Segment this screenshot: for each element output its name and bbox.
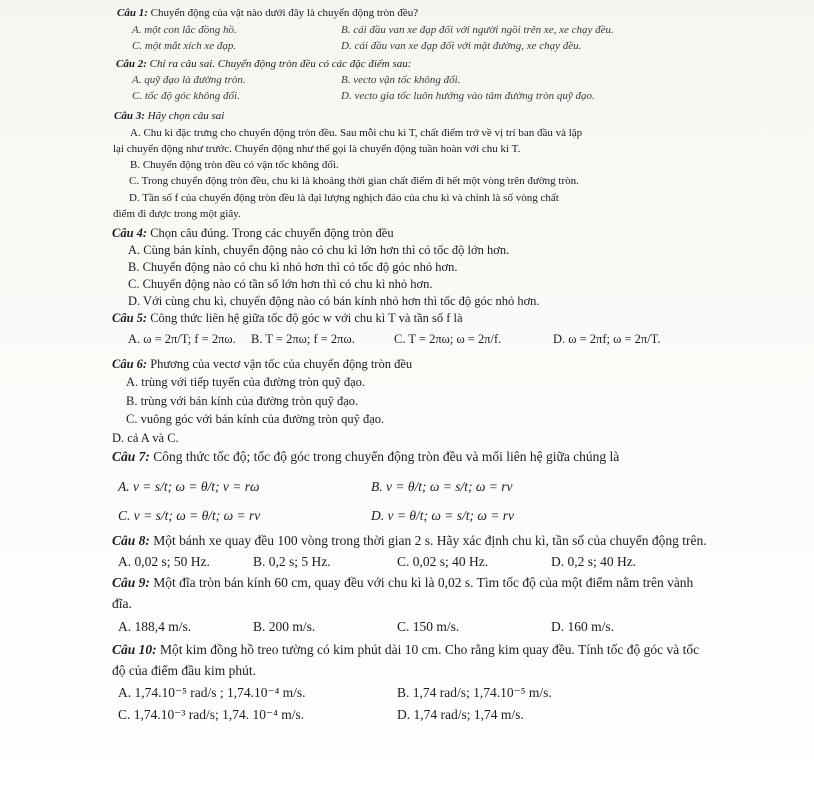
- question-3-option-a-line1: A. Chu kì đặc trưng cho chuyển động tròn đều. Sau mỗi chu kì T, chất điểm trở về vị trí ban đầu và lặp: [130, 127, 583, 139]
- question-4-option-a: A. Cùng bán kính, chuyển động nào có chu kì lớn hơn thì có tốc độ lớn hơn.: [128, 243, 510, 257]
- question-9-text: Một đĩa tròn bán kính 60 cm, quay đều với chu kì là 0,02 s. Tìm tốc độ của một điểm nằm trên vành: [153, 575, 694, 590]
- question-7-option-d: D. v = θ/t; ω = s/t; ω = rv: [371, 508, 515, 523]
- question-4-label: Câu 4:: [112, 226, 148, 240]
- question-2-option-d: D. vecto gia tốc luôn hướng vào tâm đường tròn quỹ đạo.: [341, 90, 595, 102]
- question-1-option-d: D. cái đầu van xe đạp đối với mặt đường, xe chạy đều.: [341, 40, 582, 52]
- question-5-option-b: B. T = 2πω; f = 2πω.: [251, 332, 355, 346]
- question-8-option-b: B. 0,2 s; 5 Hz.: [253, 554, 331, 569]
- question-3-option-b: B. Chuyển động tròn đều có vận tốc không đổi.: [130, 159, 339, 171]
- question-10-text: Một kim đồng hồ treo tường có kim phút dài 10 cm. Cho rằng kim quay đều. Tính tốc độ góc và tốc: [160, 642, 700, 657]
- question-2-option-b: B. vecto vận tốc không đổi.: [341, 74, 461, 86]
- question-3-option-d-line1: D. Tần số f của chuyển động tròn đều là đại lượng nghịch đảo của chu kì và chính là số vòng chất: [129, 192, 559, 204]
- question-5-option-c: C. T = 2πω; ω = 2π/f.: [394, 332, 502, 346]
- question-1-label: Câu 1:: [117, 7, 148, 19]
- question-1-option-a: A. một con lắc đồng hồ.: [132, 24, 237, 36]
- question-6-option-d: D. cả A và C.: [112, 431, 179, 445]
- question-9-option-b: B. 200 m/s.: [253, 619, 316, 634]
- question-8-option-a: A. 0,02 s; 50 Hz.: [118, 554, 210, 569]
- question-7: [112, 450, 619, 464]
- question-4: [112, 227, 394, 240]
- question-1-option-c: C. một mắt xích xe đạp.: [132, 40, 237, 52]
- question-2-option-c: C. tốc độ góc không đổi.: [132, 90, 240, 102]
- question-10-option-a: A. 1,74.10⁻⁵ rad/s ; 1,74.10⁻⁴ m/s.: [118, 685, 306, 700]
- question-4-option-d: D. Với cùng chu kì, chuyển động nào có bán kính nhỏ hơn thì tốc độ góc nhỏ hơn.: [128, 294, 540, 308]
- question-6-option-c: C. vuông góc với bán kính của đường tròn quỹ đạo.: [126, 412, 385, 426]
- question-3-option-a-line2: lại chuyển động như trước. Chuyển động như thế gọi là chuyển động tuần hoàn với chu kì T.: [113, 143, 521, 155]
- question-4-option-b: B. Chuyển động nào có chu kì nhỏ hơn thì có tốc độ góc nhỏ hơn.: [128, 260, 458, 274]
- question-1-text: Chuyển động của vật nào dưới đây là chuyển động tròn đều?: [150, 7, 419, 19]
- question-3-option-c: C. Trong chuyển động tròn đều, chu kì là khoảng thời gian chất điểm đi hết một vòng trên đường tròn.: [129, 175, 579, 187]
- question-9-label: Câu 9:: [112, 575, 150, 590]
- question-2-option-a: A. quỹ đạo là đường tròn.: [132, 74, 246, 86]
- question-10-option-c: C. 1,74.10⁻³ rad/s; 1,74. 10⁻⁴ m/s.: [118, 707, 305, 722]
- question-10: [112, 643, 699, 657]
- question-6-option-b: B. trùng với bán kính của đường tròn quỹ đạo.: [126, 394, 359, 408]
- question-9-option-a: A. 188,4 m/s.: [118, 619, 192, 634]
- question-1-option-b: B. cái đầu van xe đạp đối với người ngồi trên xe, xe chạy đều.: [341, 24, 614, 36]
- question-2: [116, 59, 411, 70]
- question-10-option-b: B. 1,74 rad/s; 1,74.10⁻⁵ m/s.: [397, 685, 552, 700]
- question-3-option-d-line2: điểm đi được trong một giây.: [113, 208, 241, 220]
- question-9-option-c: C. 150 m/s.: [397, 619, 460, 634]
- question-8-option-d: D. 0,2 s; 40 Hz.: [551, 554, 637, 569]
- question-3-text: Hãy chọn câu sai: [147, 110, 225, 122]
- question-10-label: Câu 10:: [112, 642, 157, 657]
- question-7-text: Công thức tốc độ; tốc độ góc trong chuyển động tròn đều và mối liên hệ giữa chúng là: [153, 449, 620, 464]
- question-4-text: Chọn câu đúng. Trong các chuyển động tròn đều: [150, 226, 394, 240]
- question-9: [112, 576, 693, 590]
- question-9-option-d: D. 160 m/s.: [551, 619, 615, 634]
- question-7-option-a: A. v = s/t; ω = θ/t; v = rω: [118, 479, 260, 494]
- question-9-text-cont: đĩa.: [112, 596, 132, 611]
- question-6-text: Phương của vectơ vận tốc của chuyển động tròn đều: [150, 357, 413, 371]
- question-5-text: Công thức liên hệ giữa tốc độ góc w với chu kì T và tần số f là: [150, 311, 463, 325]
- question-2-label: Câu 2:: [116, 58, 147, 70]
- question-8-label: Câu 8:: [112, 533, 150, 548]
- question-8: [112, 534, 707, 548]
- question-6: [112, 358, 412, 371]
- question-5-option-a: A. ω = 2π/T; f = 2πω.: [128, 332, 236, 346]
- question-5-option-d: D. ω = 2πf; ω = 2π/T.: [553, 332, 661, 346]
- question-10-text-cont: độ của điểm đầu kim phút.: [112, 663, 256, 678]
- question-8-text: Một bánh xe quay đều 100 vòng trong thời gian 2 s. Hãy xác định chu kì, tần số của chuyển động trên.: [153, 533, 707, 548]
- question-5-label: Câu 5:: [112, 311, 148, 325]
- question-1: [117, 8, 418, 19]
- question-8-option-c: C. 0,02 s; 40 Hz.: [397, 554, 489, 569]
- question-3: [114, 111, 224, 122]
- question-7-option-b: B. v = θ/t; ω = s/t; ω = rv: [371, 479, 513, 494]
- question-7-option-c: C. v = s/t; ω = θ/t; ω = rv: [118, 508, 261, 523]
- question-7-label: Câu 7:: [112, 449, 150, 464]
- question-5: [112, 312, 463, 325]
- question-3-label: Câu 3:: [114, 110, 145, 122]
- question-2-text: Chỉ ra câu sai. Chuyển động tròn đều có các đặc điểm sau:: [149, 58, 412, 70]
- question-6-option-a: A. trùng với tiếp tuyến của đường tròn quỹ đạo.: [126, 375, 366, 389]
- question-6-label: Câu 6:: [112, 357, 148, 371]
- question-4-option-c: C. Chuyển động nào có tần số lớn hơn thì có chu kì nhỏ hơn.: [128, 277, 433, 291]
- question-10-option-d: D. 1,74 rad/s; 1,74 m/s.: [397, 707, 524, 722]
